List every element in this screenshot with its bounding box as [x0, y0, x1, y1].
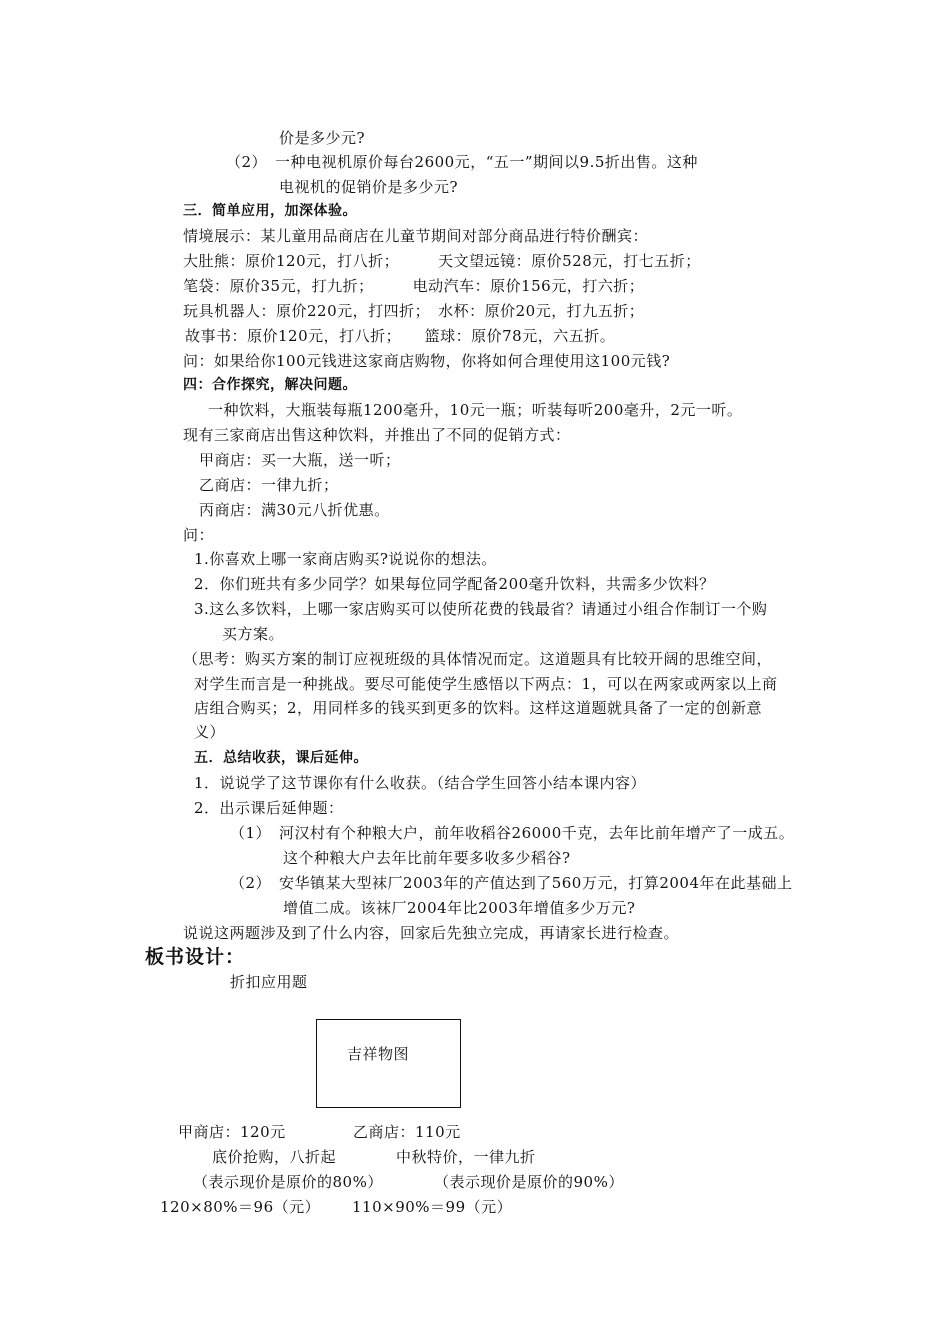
text-line: 中秋特价，一律九折	[396, 1148, 536, 1166]
text-line: 价是多少元?	[279, 129, 366, 147]
text-line: 大肚熊：原价120元，打八折； 天文望远镜：原价528元，打七五折；	[183, 252, 701, 270]
text-line: 2．你们班共有多少同学？如果每位同学配备200毫升饮料，共需多少饮料？	[194, 575, 715, 593]
text-line: 玩具机器人：原价220元，打四折； 水杯：原价20元，打九五折；	[183, 302, 645, 320]
text-line: 乙商店：110元	[353, 1123, 461, 1141]
text-line: 对学生而言是一种挑战。要尽可能使学生感悟以下两点：1，可以在两家或两家以上商	[194, 675, 778, 693]
text-line: 现有三家商店出售这种饮料，并推出了不同的促销方式：	[183, 426, 571, 444]
text-line: 问：	[183, 526, 215, 544]
text-line: （2） 安华镇某大型袜厂2003年的产值达到了560万元，打算2004年在此基础上	[230, 874, 793, 892]
section-heading: 五．总结收获，课后延伸。	[194, 750, 368, 766]
text-line: 增值二成。该袜厂2004年比2003年增值多少万元?	[283, 899, 636, 917]
text-line: 120×80%＝96（元）	[160, 1198, 321, 1216]
text-line: （表示现价是原价的80%）	[193, 1173, 383, 1191]
text-line: （思考：购买方案的制订应视班级的具体情况而定。这道题具有比较开阔的思维空间，	[183, 650, 773, 668]
text-line: 义）	[194, 723, 226, 741]
board-design-heading: 板书设计：	[145, 946, 246, 968]
section-heading: 四：合作探究，解决问题。	[183, 377, 357, 393]
text-line: 110×90%＝99（元）	[352, 1198, 513, 1216]
text-line: 店组合购买；2，用同样多的钱买到更多的饮料。这样这道题就具备了一定的创新意	[194, 699, 763, 717]
text-line: 情境展示：某儿童用品商店在儿童节期间对部分商品进行特价酬宾：	[183, 227, 649, 245]
text-line: 这个种粮大户去年比前年要多收多少稻谷?	[283, 849, 571, 867]
text-line: （2） 一种电视机原价每台2600元，“五一”期间以9.5折出售。这种	[226, 153, 698, 171]
text-line: 2．出示课后延伸题：	[194, 799, 344, 817]
text-line: 一种饮料，大瓶装每瓶1200毫升，10元一瓶；听装每听200毫升，2元一听。	[208, 401, 743, 419]
text-line: 笔袋：原价35元，打九折； 电动汽车：原价156元，打六折；	[183, 277, 645, 295]
text-line: 3.这么多饮料，上哪一家店购买可以使所花费的钱最省？请通过小组合作制订一个购	[194, 600, 768, 618]
text-line: （1） 河汉村有个种粮大户，前年收稻谷26000千克，去年比前年增产了一成五。	[230, 824, 795, 842]
text-line: 1.你喜欢上哪一家商店购买?说说你的想法。	[194, 550, 497, 568]
mascot-label: 吉祥物图	[347, 1045, 410, 1063]
text-line: 说说这两题涉及到了什么内容，回家后先独立完成，再请家长进行检查。	[183, 924, 680, 942]
section-heading: 三．简单应用，加深体验。	[183, 203, 357, 219]
text-line: 甲商店：买一大瓶，送一听；	[199, 451, 401, 469]
text-line: 故事书：原价120元，打八折； 篮球：原价78元，六五折。	[185, 327, 616, 345]
text-line: 底价抢购，八折起	[212, 1148, 337, 1166]
board-title: 折扣应用题	[230, 973, 308, 991]
text-line: 乙商店：一律九折；	[199, 476, 339, 494]
text-line: 丙商店：满30元八折优惠。	[199, 501, 390, 519]
text-line: 问：如果给你100元钱进这家商店购物，你将如何合理使用这100元钱?	[183, 352, 671, 370]
text-line: 买方案。	[222, 625, 285, 643]
text-line: （表示现价是原价的90%）	[434, 1173, 624, 1191]
text-line: 甲商店：120元	[178, 1123, 286, 1141]
text-line: 电视机的促销价是多少元?	[279, 178, 459, 196]
text-line: 1．说说学了这节课你有什么收获。（结合学生回答小结本课内容）	[194, 774, 647, 792]
